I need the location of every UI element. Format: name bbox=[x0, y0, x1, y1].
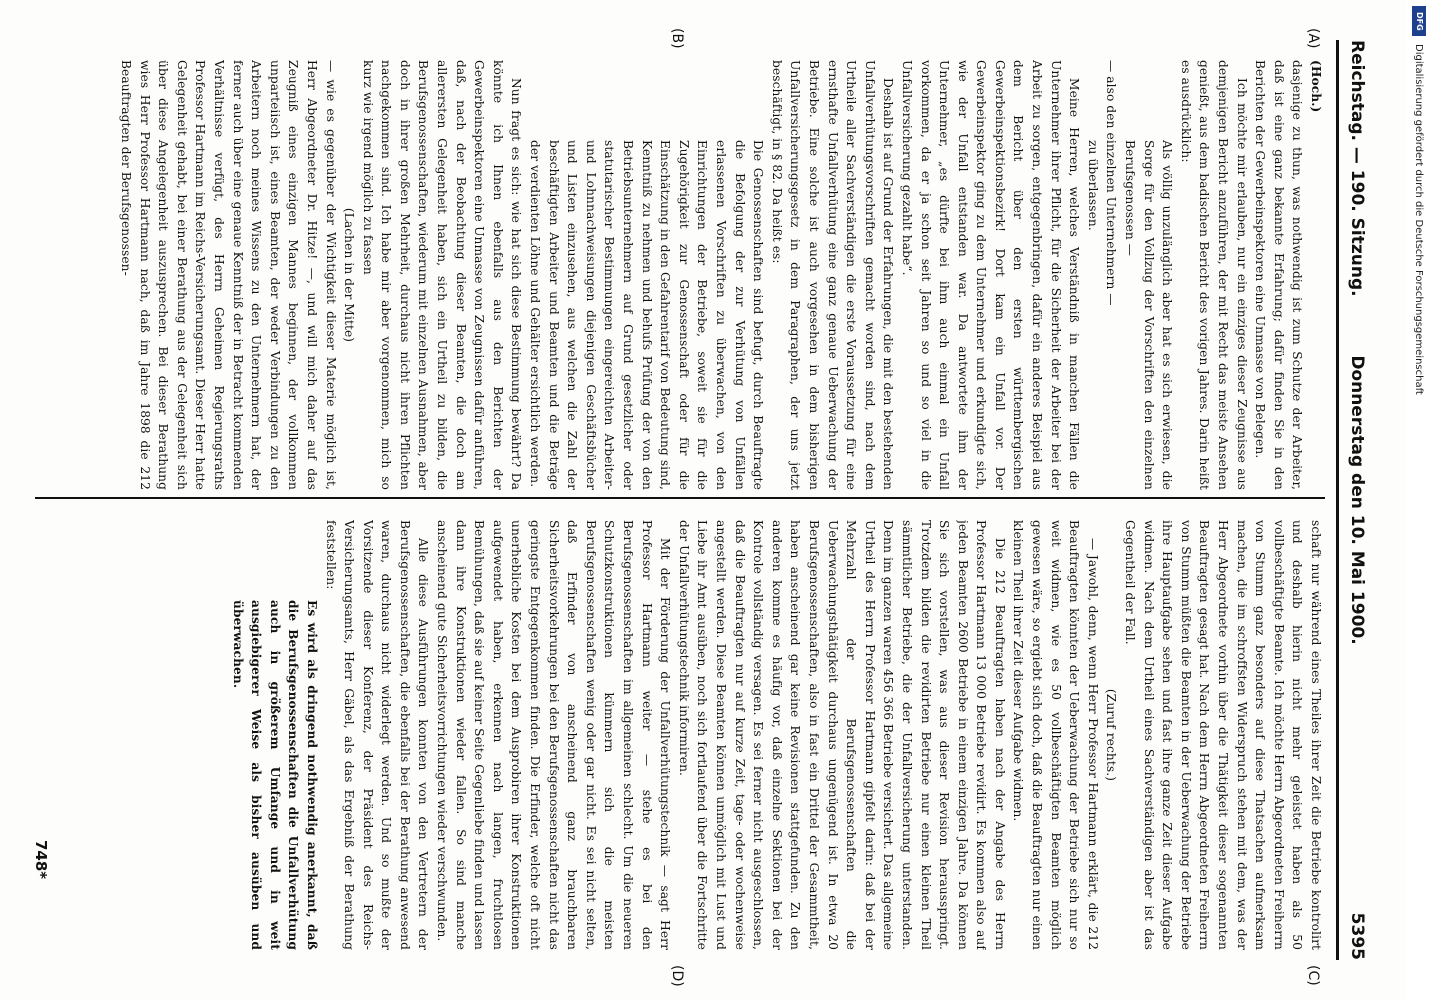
page-header bbox=[1333, 40, 1367, 960]
paragraph: schaft nur während eines Theiles ihrer Zeit die Betriebe kontrolirt und deshalb hierin nicht mehr geleistet haben als 50 vollbeschäftigte Beamte. Ich möchte Herrn Abgeordneten Freiherrn von Stumm ganz besonders auf diese Thatsachen aufmerksam machen, die im schroffsten Widerspruch stehen mit dem, was der Herr Abgeordnete vorhin über die Thätigkeit dieser sogenannten Beauftragten gesagt hat. Nach dem Herrn Abgeordneten Freiherrn von Stumm müßten die Beamten in der Ueberwachung der Betriebe ihre Hauptaufgabe sehen und fast ihre ganze Zeit dieser Aufgabe widmen. Nach dem Urtheil eines Sachverständigen aber ist das Gegentheil der Fall. bbox=[1123, 520, 1323, 950]
header-date: Donnerstag den 10. Mai 1900. bbox=[1347, 355, 1367, 645]
margin-marker-c: (C) bbox=[1305, 965, 1321, 986]
interjection: — also den einzelnen Unternehmern — bbox=[1104, 60, 1119, 306]
margin-marker-b: (B) bbox=[669, 28, 685, 49]
dfg-notice-strip bbox=[1406, 0, 1434, 1000]
paragraph: Deshalb ist auf Grund der Erfahrungen, die mit den bestehenden Unfallverhütungsvorschriften gemacht worden sind, nach dem Urtheile aller Sachverständigen die erste Voraussetzung für eine ernsthafte Unfallverhütung eine ganz genaue Ueberwachung der Betriebe. Eine solche ist auch vorgesehen in dem bisherigen Unfallversicherungsgesetz in dem Paragraphen, der uns jetzt beschäftigt, in § 82. Da heißt es: bbox=[769, 60, 896, 490]
paragraph: Ich möchte mir erlauben, nur ein einziges dieser Zeugnisse aus demjenigen Bericht anzuführen, der mit Recht das meiste Ansehen genießt, aus dem badischen Bericht des vorigen Jahres. Darin heißt es ausdrücklich: bbox=[1178, 60, 1249, 490]
margin-marker-a: (A) bbox=[1305, 28, 1321, 49]
margin-marker-d: (D) bbox=[669, 965, 685, 987]
header-rule bbox=[1336, 40, 1339, 960]
quotation: Als völlig unzulänglich aber hat es sich erwiesen, die Sorge für den Vollzug der Vorschriften den einzelnen Berufsgenossen — bbox=[1123, 140, 1175, 490]
quotation: zu überlassen. bbox=[1085, 140, 1100, 231]
dfg-logo-icon: DFG bbox=[1412, 6, 1426, 36]
paragraph: Meine Herren, welches Verständniß in manchen Fällen die Unternehmer ihrer Pflicht, für die Sicherheit der Arbeiter bei der Arbeit zu sorgen, entgegenbringen, dafür ein anderes Beispiel aus dem Bericht über den ersten württembergischen Gewerbeinspektionsbezirk! Dort kam ein Unfall vor. Der Gewerbeinspektor ging zu dem Unternehmer und erkundigte sich, wie der Unfall entstanden war. Da antwortete ihm der Unternehmer, „es dürfte bei ihm auch einmal ein Unfall vorkommen, da er ja schon seit Jahren so und so viel in die Unfallversicherung gezahlt habe“. bbox=[899, 60, 1082, 490]
header-page-number: 5395 bbox=[1347, 912, 1367, 960]
interjection: (Zuruf rechts.) bbox=[1104, 688, 1119, 782]
header-left: Reichstag. — 190. Sitzung. bbox=[1347, 40, 1367, 297]
paragraph: dasjenige zu thun, was nothwendig ist zum Schutze der Arbeiter, daß ist eine ganz bekannte Erfahrung; dafür finden Sie in den Berichten der Gewerbeinspektoren eine Unmasse von Belegen. bbox=[1253, 60, 1305, 490]
paragraph: Nun fragt es sich: wie hat sich diese Bestimmung bewährt? Da könnte ich Ihnen ebenfalls aus den Berichten der Gewerbeinspektoren eine Unmasse von Zeugnissen dafür anführen, daß, nach der Beobachtung dieser Beamten, die doch am allerersten Gelegenheit haben, sich ein Urtheil zu bilden, die Berufsgenossenschaften, wiederum mit einzelnen Ausnahmen, aber doch in ihrer großen Mehrheit, durchaus nicht ihren Pflichten nachgekommen sind. Ich habe mir aber vorgenommen, mich so kurz wie irgend möglich zu fassen bbox=[360, 60, 524, 490]
quotation: Die Genossenschaften sind befugt, durch Beauftragte die Befolgung der zur Verhütung von Unfällen erlassenen Vorschriften zu überwachen, von den Einrichtungen der Betriebe, soweit sie für die Zugehörigkeit zur Genossenschaft oder für die Einschätzung in den Gefahrentarif von Bedeutung sind, Kenntniß zu nehmen und behufs Prüfung der von den Betriebsunternehmern auf Grund gesetzlicher oder statutarischer Bestimmungen eingereichten Arbeiter- und Lohnnachweisungen diejenigen Geschäftsbücher und Listen einzusehen, aus welchen die Zahl der beschäftigten Arbeiter und Beamten und die Beträge der verdienten Löhne und Gehälter ersichtlich werden. bbox=[528, 140, 766, 490]
paragraph: Alle diese Ausführungen konnten von den Vertretern der Berufsgenossenschaften, die ebenfalls bei der Berathung anwesend waren, durchaus nicht widerlegt werden. Und so mußte der Vorsitzende dieser Konferenz, der Präsident des Reichs-Versicherungsamts, Herr Gäbel, als das Ergebniß der Berathung feststellen: bbox=[323, 520, 431, 950]
text-column-right bbox=[35, 520, 1325, 950]
interjection: (Lachen in der Mitte) bbox=[342, 207, 357, 343]
text-column-left bbox=[35, 60, 1325, 490]
speaker-label: (Hoch.) bbox=[1309, 60, 1323, 113]
quotation: Es wird als dringend nothwendig anerkannt, daß die Berufsgenossenschaften die Unfallverhütung auch in größerem Umfange und in weit ausgiebigerer Weise als bisher ausüben und überwachen. bbox=[230, 600, 319, 950]
paragraph: — Jawohl, denn, wenn Herr Professor Hartmann erklärt, die 212 Beauftragten könnten der Ueberwachung der Betriebe sich nur so weit widmen, wie es 50 vollbeschäftigten Beamten möglich gewesen wäre, so ergiebt sich doch, daß die Beauftragten nur einen kleinen Theil ihrer Zeit dieser Aufgabe widmen. bbox=[1011, 520, 1100, 950]
column-divider bbox=[35, 497, 1325, 499]
paragraph: — wie es gegenüber der Wichtigkeit dieser Materie möglich ist, Herr Abgeordneter Dr. Hitze! —, und will mich daher auf das Zeugniß eines einzigen Mannes beginnen, der vollkommen unparteiisch ist, eines Beamten, der weder Verbindungen zu den Arbeitern noch meines Wissens zu den Unternehmern hat, der ferner auch über eine genaue Kenntniß der in Betracht kommenden Verhältnisse verfügt, des Herrn Geheimen Regierungsraths Professor Hartmann im Reichs-Versicherungsamt. Dieser Herr hatte Gelegenheit gehabt, bei einer Berathung aus der Gelegenheit sich über diese Angelegenheit auszusprechen. Bei dieser Berathung wies Herr Professor Hartmann nach, daß im Jahre 1898 die 212 Beauftragten der Berufsgenossen- bbox=[119, 60, 338, 490]
signature-mark: 748* bbox=[32, 840, 50, 880]
paragraph: Mit der Förderung der Unfallverhütungstechnik — sagt Herr Professor Hartmann weiter — stehe es bei den Berufsgenossenschaften im allgemeinen schlecht. Um die neueren Schutzkonstruktionen kümmern sich die meisten Berufsgenossenschaften wenig oder gar nicht. Es sei nicht selten, daß Erfinder von anscheinend ganz brauchbaren Sicherheitsvorkehrungen bei den Berufsgenossenschaften nicht das geringste Entgegenkommen finden. Die Erfinder, welche oft nicht unerhebliche Kosten bei dem Ausprobiren ihrer Konstruktionen aufgewendet haben, erkennen nach langen, fruchtlosen Bemühungen, daß sie auf keiner Seite Gegenliebe finden und lassen dann ihre Konstruktionen wieder fallen. So sind manche anscheinend gute Sicherheitsvorrichtungen wieder verschwunden. bbox=[435, 520, 673, 950]
dfg-notice-text: Digitalisierung gefördert durch die Deutsche Forschungsgemeinschaft bbox=[1413, 44, 1424, 395]
paragraph: Die 212 Beauftragten haben nach der Angabe des Herrn Professor Hartmann 13 000 Betriebe revidirt. Es kommen also auf jeden Beamten 2600 Betriebe in einem einzigen Jahre. Da können Sie sich vorstellen, was aus dieser Revision herausspringt. Trotzdem bilden die revidirten Betriebe nur einen kleinen Theil sämmtlicher Betriebe, die der Unfallversicherung unterstanden. Denn im ganzen waren 456 366 Betriebe versichert. Das allgemeine Urtheil des Herrn Professor Hartmann gipfelt darin: daß bei der Mehrzahl der Berufsgenossenschaften die Ueberwachungsthätigkeit durchaus ungenügend ist. In etwa 20 Berufsgenossenschaften, also in fast ein Drittel der Gesammtheit, haben anscheinend gar keine Revisionen stattgefunden. Zu den anderen komme es häufig vor, daß einzelne Sektionen bei der Kontrole vollständig versagen. Es sei ferner nicht ausgeschlossen, daß die Beauftragten nur auf kurze Zeit, tage- oder wochenweise angestellt werden. Diese Beamten können unmöglich mit Lust und Liebe ihr Amt ausüben, noch sich fortlaufend über die Fortschritte der Unfallverhütungstechnik informiren. bbox=[676, 520, 1007, 950]
